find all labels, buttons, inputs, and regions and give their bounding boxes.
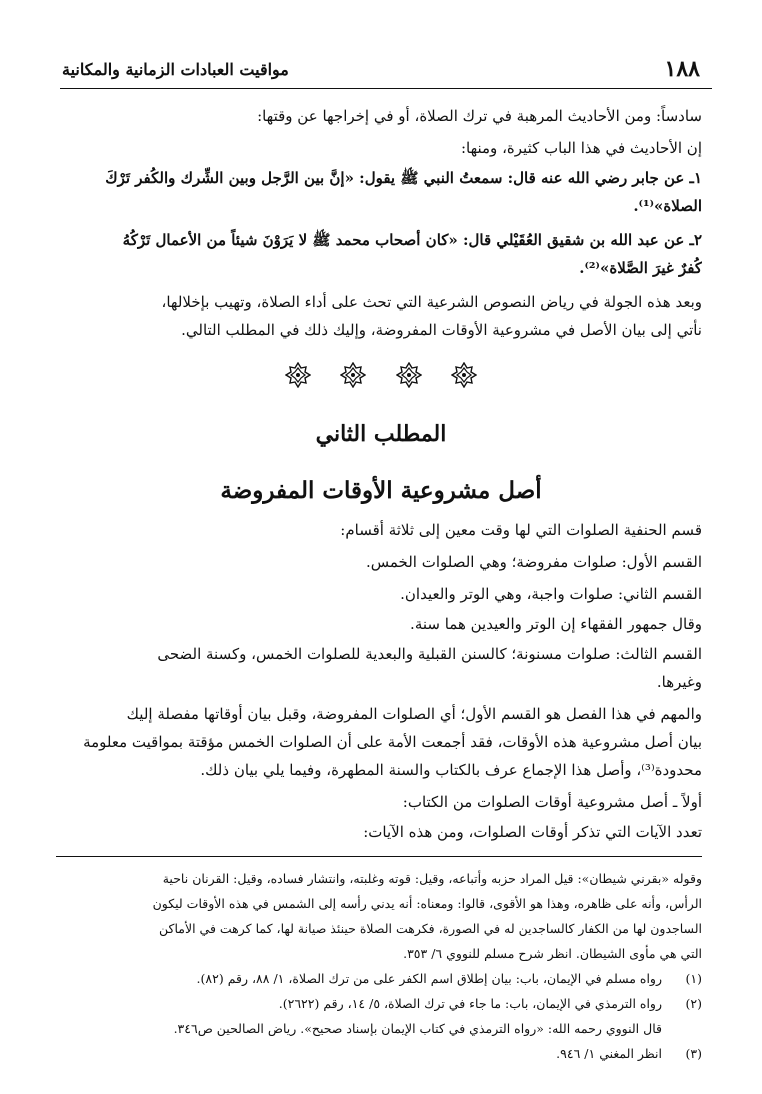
section-subheading: أصل مشروعية الأوقات المفروضة	[220, 477, 542, 504]
footnote-2-note: قال النووي رحمه الله: «رواه الترمذي في كتاب الإيمان بإسناد صحيح». رياض الصالحين ص٣٤٦.	[173, 1021, 662, 1036]
footnote-continuation: وقوله «بقرني شيطان»: قيل المراد حزبه وأتباعه، وقيل: قوته وغلبته، وانتشار فساده، وقيل: القرنان ناحية	[162, 871, 702, 886]
body-line: محدودة⁽³⁾، وأصل هذا الإجماع عرف بالكتاب والسنة المطهرة، وفيما يلي بيان ذلك.	[200, 761, 702, 779]
hadith-1-end: الصلاة»⁽¹⁾.	[633, 197, 702, 215]
intro-line: إن الأحاديث في هذا الباب كثيرة، ومنها:	[460, 139, 702, 157]
body-line: أولاً ـ أصل مشروعية أوقات الصلوات من الكتاب:	[402, 793, 702, 811]
conclusion-line: نأتي إلى بيان الأصل في مشروعية الأوقات المفروضة، وإليك ذلك في المطلب التالي.	[181, 321, 702, 339]
hadith-2: ٢ـ عن عبد الله بن شقيق العُقَيْلي قال: «كان أصحاب محمد ﷺ لا يَرَوْنَ شيئاً من الأعمال تَرْكُهُ	[122, 231, 702, 249]
footnote-2: رواه الترمذي في الإيمان، باب: ما جاء في ترك الصلاة، ٥/ ١٤، رقم (٢٦٢٢).	[278, 996, 662, 1011]
footnote-number: (١)	[685, 971, 702, 986]
running-title: مواقيت العبادات الزمانية والمكانية	[62, 60, 289, 79]
ornament-icon	[396, 362, 422, 388]
conclusion-line: وبعد هذه الجولة في رياض النصوص الشرعية التي تحث على أداء الصلاة، وتهيب بإخلالها،	[161, 293, 702, 311]
body-line: قسم الحنفية الصلوات التي لها وقت معين إلى ثلاثة أقسام:	[340, 521, 702, 539]
body-line: القسم الثالث: صلوات مسنونة؛ كالسنن القبلية والبعدية للصلوات الخمس، وكسنة الضحى	[157, 645, 702, 663]
ornament-divider	[0, 362, 762, 392]
intro-line: سادساً: ومن الأحاديث المرهبة في ترك الصلاة، أو في إخراجها عن وقتها:	[257, 107, 702, 125]
footnote-continuation: التي هي مأوى الشيطان. انظر شرح مسلم للنووي ٦/ ٣٥٣.	[403, 946, 702, 961]
footnote-1: رواه مسلم في الإيمان، باب: بيان إطلاق اسم الكفر على من ترك الصلاة، ١/ ٨٨، رقم (٨٢).	[196, 971, 662, 986]
ornament-icon	[285, 362, 311, 388]
footnote-continuation: الساجدون لها من الكفار كالساجدين له في الصورة، فكرهت الصلاة حينئذ صيانة لها، كما كرهت في الأماكن	[158, 921, 702, 936]
body-line: القسم الثاني: صلوات واجبة، وهي الوتر والعيدان.	[400, 585, 702, 603]
ornament-icon	[340, 362, 366, 388]
footnote-continuation: الرأس، وأنه على ظاهره، وهذا هو الأقوى، قالوا: ومعناه: أنه يدني رأسه إلى الشمس في هذه الأوقات ليكون	[152, 896, 702, 911]
body-line: وغيرها.	[656, 673, 702, 691]
body-line: وقال جمهور الفقهاء إن الوتر والعيدين هما سنة.	[410, 615, 702, 633]
page-number: ١٨٨	[664, 56, 700, 82]
header-rule	[60, 88, 712, 89]
footnote-number: (٢)	[685, 996, 702, 1011]
hadith-1: ١ـ عن جابر رضي الله عنه قال: سمعتُ النبي ﷺ يقول: «إنَّ بين الرَّجل وبين الشِّرك والكُفر تَرْكَ	[105, 169, 702, 187]
footnote-number: (٣)	[685, 1046, 702, 1061]
footnote-3: انظر المغني ١/ ٩٤٦.	[556, 1046, 662, 1061]
body-line: القسم الأول: صلوات مفروضة؛ وهي الصلوات الخمس.	[365, 553, 702, 571]
section-heading: المطلب الثاني	[315, 421, 447, 447]
hadith-2-end: كُفرٌ غيرَ الصَّلاة»⁽²⁾.	[579, 259, 702, 277]
footnote-rule	[56, 856, 702, 857]
ornament-icon	[451, 362, 477, 388]
body-line: تعدد الآيات التي تذكر أوقات الصلوات، ومن هذه الآيات:	[363, 823, 702, 841]
body-line: والمهم في هذا الفصل هو القسم الأول؛ أي الصلوات المفروضة، وقبل بيان أوقاتها مفصلة إليك	[126, 705, 702, 723]
body-line: بيان أصل مشروعية هذه الأوقات، فقد أجمعت الأمة على أن الصلوات الخمس مؤقتة بمواقيت معلومة	[83, 733, 702, 751]
